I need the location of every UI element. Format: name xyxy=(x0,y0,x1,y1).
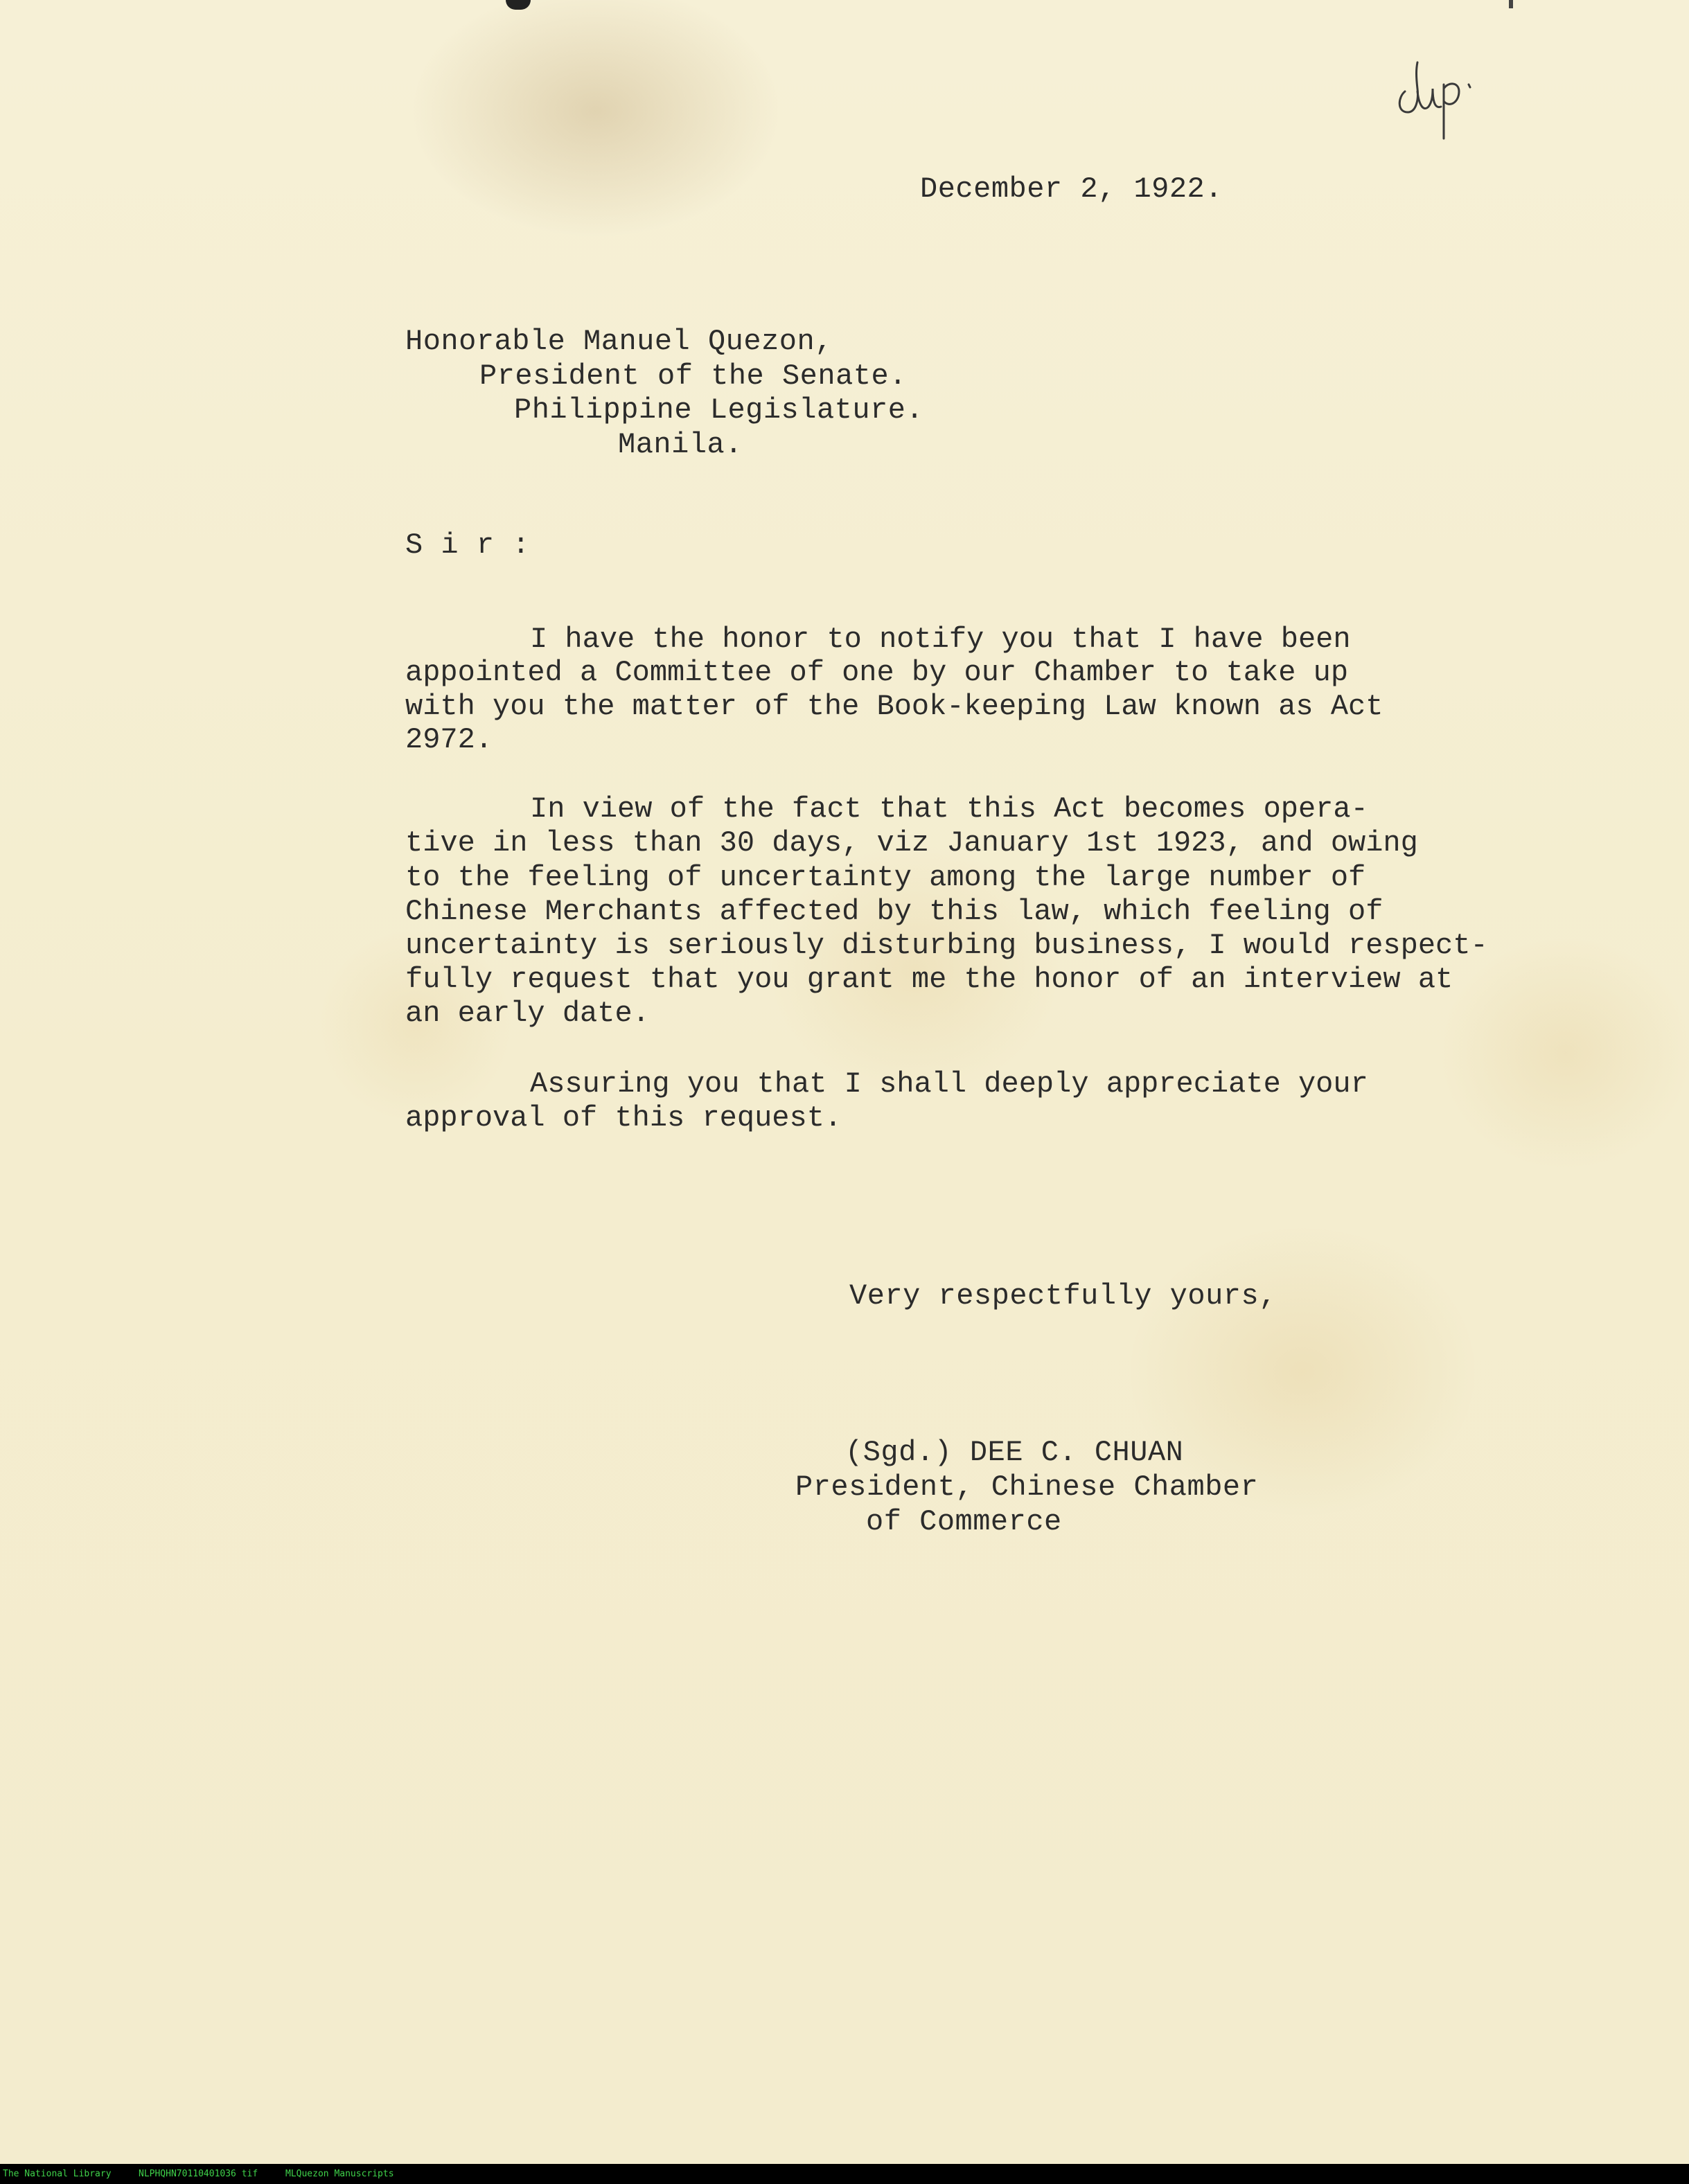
ink-mark xyxy=(1509,0,1513,8)
recipient-title: President of the Senate. xyxy=(479,359,907,393)
paragraph-line: an early date. xyxy=(405,997,650,1030)
paragraph-line: In view of the fact that this Act becomes opera- xyxy=(530,792,1368,826)
recipient-city: Manila. xyxy=(618,428,743,461)
handwritten-annotation-dup xyxy=(1392,48,1496,145)
signature-organization: of Commerce xyxy=(866,1505,1062,1538)
ink-mark xyxy=(506,0,531,10)
footer-collection: MLQuezon Manuscripts xyxy=(285,2169,394,2179)
signature-name: (Sgd.) DEE C. CHUAN xyxy=(845,1436,1184,1469)
footer-library: The National Library xyxy=(3,2169,112,2179)
paragraph-line: uncertainty is seriously disturbing business, I would respect- xyxy=(405,929,1488,962)
footer-file-id: NLPHQHN70110401036 tif xyxy=(139,2169,258,2179)
signature-title: President, Chinese Chamber xyxy=(795,1471,1259,1504)
paragraph-line: Chinese Merchants affected by this law, which feeling of xyxy=(405,895,1383,928)
paragraph-line: to the feeling of uncertainty among the large number of xyxy=(405,861,1366,894)
scan-footer-bar xyxy=(0,2164,1689,2184)
recipient-organization: Philippine Legislature. xyxy=(514,393,924,427)
closing: Very respectfully yours, xyxy=(849,1279,1277,1313)
paragraph-line: tive in less than 30 days, viz January 1st 1923, and owing xyxy=(405,826,1418,860)
paragraph-line: I have the honor to notify you that I have been xyxy=(530,623,1351,656)
paragraph-line: appointed a Committee of one by our Chamber to take up xyxy=(405,656,1349,689)
letter-date: December 2, 1922. xyxy=(920,172,1223,206)
paragraph-line: with you the matter of the Book-keeping Law known as Act xyxy=(405,690,1383,723)
paragraph-line: fully request that you grant me the honor of an interview at xyxy=(405,963,1453,996)
paragraph-line: 2972. xyxy=(405,723,493,756)
recipient-name: Honorable Manuel Quezon, xyxy=(405,325,833,358)
salutation: S i r : xyxy=(405,529,530,562)
paragraph-line: Assuring you that I shall deeply appreciate your xyxy=(530,1067,1368,1101)
paragraph-line: approval of this request. xyxy=(405,1101,842,1135)
